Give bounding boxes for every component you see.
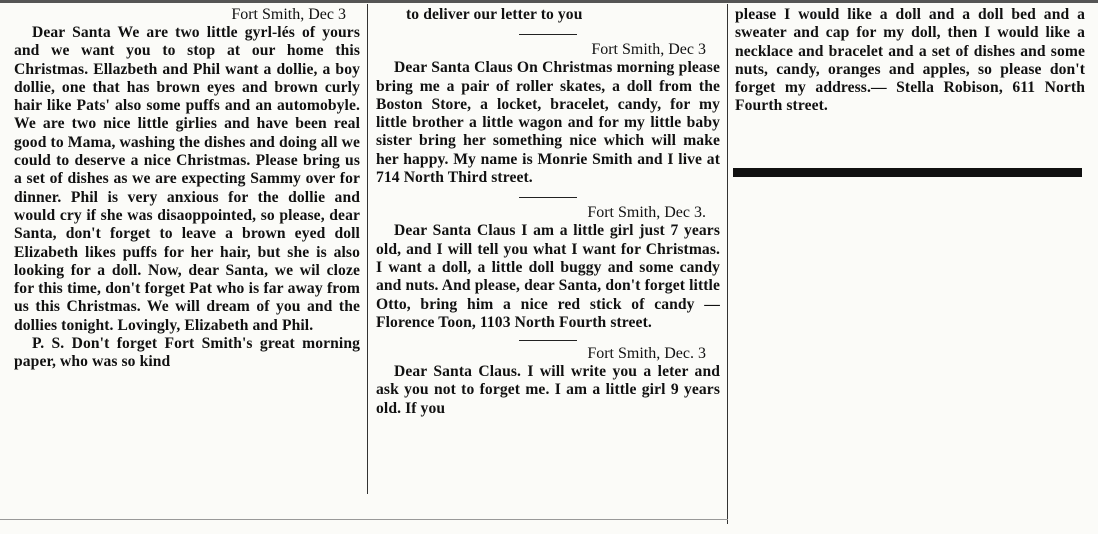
dateline: Fort Smith, Dec 3 [231,6,346,23]
column-divider [367,4,368,494]
continuation-text: to deliver our letter to you [406,6,583,23]
column-2 [376,6,720,500]
letter-text: Dear Santa Claus On Christmas morning please bring me a pair of roller skates, a doll from the Boston Store, a locket, bracelet, candy, for my little brother a little wagon and for my little baby sister bring her something nice which will make her happy. My name is Monrie Smith and I live at 714 North Third street. [376,59,720,187]
bottom-rule [0,519,728,520]
continuation-text: please I would like a doll and a doll bed and a sweater and cap for my doll, then I would like a necklace and bracelet and a set of dishes and some nuts, candy, oranges and apples, so please don't forget my address.— Stella Robison, 611 North Fourth street. [735,6,1085,115]
separator-rule [519,340,577,341]
letter-text: Dear Santa We are two little gyrl-lés of yours and we want you to stop at our home this Christmas. Ellazbeth and Phil want a dollie, a boy dollie, one that has brown eyes and brown curly hair like Pats' also some puffs and an automobyle. We are two nice little girlies and have been real good to Mama, washing the dishes and doing all we could to deserve a nice Christmas. Please bring us a set of dishes as we are expecting Sammy over for dinner. Phil is very anxious for the dollie and would cry if she was disaoppointed, so please, dear Santa, don't forget to leave a brown eyed doll Elizabeth likes puffs for her hair, but she is also looking for a doll. Now, dear Santa, we wil cloze for this time, don't forget Pat who is far away from us this Christmas. We will dream of you and the dollies tonight. Lovingly, Elizabeth and Phil. [14,24,360,334]
postscript: P. S. Don't forget Fort Smith's great morning paper, who was so kind [14,335,360,371]
column-divider [727,4,728,524]
separator-rule [519,34,577,35]
letter-text: Dear Santa Claus I am a little girl just 7 years old, and I will tell you what I want for Christmas. I want a doll, a little doll buggy and some candy and nuts. And please, dear Santa, don't forget little Otto, bring him a nice red stick of candy —Florence Toon, 1103 North Fourth street. [376,222,720,331]
column-1 [14,6,360,500]
column-3 [735,6,1085,166]
separator-rule [519,197,577,198]
letter-text: Dear Santa Claus. I will write you a leter and ask you not to forget me. I am a little girl 9 years old. If you [376,363,720,417]
dateline: Fort Smith, Dec. 3 [587,345,706,363]
heavy-rule [733,168,1082,177]
top-rule [0,0,1098,3]
dateline: Fort Smith, Dec 3 [591,41,706,59]
dateline: Fort Smith, Dec 3. [587,204,706,222]
